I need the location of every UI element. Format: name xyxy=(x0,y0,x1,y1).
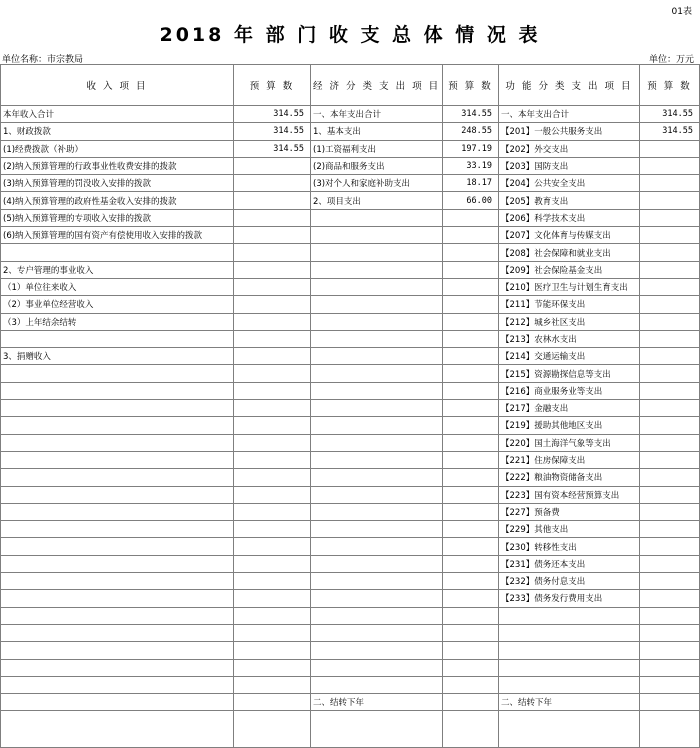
economic-item-cell xyxy=(311,227,443,244)
economic-budget-cell xyxy=(443,538,499,555)
economic-item-cell xyxy=(311,503,443,520)
income-budget-cell xyxy=(234,209,311,226)
economic-item-cell xyxy=(311,590,443,607)
economic-item-cell: 2、项目支出 xyxy=(311,192,443,209)
functional-item-cell: 【231】债务还本支出 xyxy=(499,555,640,572)
economic-budget-cell xyxy=(443,451,499,468)
income-budget-cell xyxy=(234,451,311,468)
income-item-cell: 2、专户管理的事业收入 xyxy=(1,261,234,278)
income-budget-cell xyxy=(234,521,311,538)
functional-item-cell: 【206】科学技术支出 xyxy=(499,209,640,226)
table-row xyxy=(1,296,700,313)
header-functional-budget: 预 算 数 xyxy=(640,65,700,106)
functional-budget-cell xyxy=(640,278,700,295)
table-row xyxy=(1,417,700,434)
functional-item-cell: 【219】援助其他地区支出 xyxy=(499,417,640,434)
economic-item-cell: 二、结转下年 xyxy=(311,694,443,711)
functional-item-cell: 【227】预备费 xyxy=(499,503,640,520)
functional-item-cell: 【232】债务付息支出 xyxy=(499,573,640,590)
income-budget-cell xyxy=(234,365,311,382)
income-item-cell: （1）单位往来收入 xyxy=(1,278,234,295)
table-row xyxy=(1,175,700,192)
table-row xyxy=(1,209,700,226)
economic-item-cell xyxy=(311,555,443,572)
income-item-cell xyxy=(1,486,234,503)
economic-item-cell: 1、基本支出 xyxy=(311,123,443,140)
currency-unit: 单位：万元 xyxy=(648,55,694,65)
income-budget-cell xyxy=(234,330,311,347)
economic-budget-cell xyxy=(443,244,499,261)
economic-budget-cell: 314.55 xyxy=(443,106,499,123)
economic-item-cell xyxy=(311,451,443,468)
economic-budget-cell: 197.19 xyxy=(443,140,499,157)
economic-item-cell xyxy=(311,382,443,399)
functional-item-cell: 二、结转下年 xyxy=(499,694,640,711)
economic-item-cell xyxy=(311,538,443,555)
economic-budget-cell xyxy=(443,659,499,676)
table-row xyxy=(1,521,700,538)
functional-item-cell: 【207】文化体育与传媒支出 xyxy=(499,227,640,244)
economic-item-cell xyxy=(311,261,443,278)
functional-item-cell: 【203】国防支出 xyxy=(499,157,640,174)
table-row xyxy=(1,694,700,711)
economic-item-cell xyxy=(311,400,443,417)
table-row xyxy=(1,123,700,140)
table-row xyxy=(1,244,700,261)
table-row xyxy=(1,348,700,365)
economic-item-cell xyxy=(311,624,443,641)
economic-item-cell xyxy=(311,209,443,226)
income-budget-cell xyxy=(234,573,311,590)
economic-budget-cell xyxy=(443,590,499,607)
economic-budget-cell xyxy=(443,382,499,399)
functional-item-cell: 【202】外交支出 xyxy=(499,140,640,157)
table-row xyxy=(1,573,700,590)
income-budget-cell xyxy=(234,624,311,641)
income-item-cell xyxy=(1,555,234,572)
economic-budget-cell xyxy=(443,555,499,572)
functional-item-cell: 【220】国土海洋气象等支出 xyxy=(499,434,640,451)
income-budget-cell: 314.55 xyxy=(234,106,311,123)
functional-item-cell: 【221】住房保障支出 xyxy=(499,451,640,468)
functional-budget-cell xyxy=(640,261,700,278)
income-budget-cell xyxy=(234,607,311,624)
header-income-item: 收 入 项 目 xyxy=(1,65,234,106)
functional-item-cell: 【204】公共安全支出 xyxy=(499,175,640,192)
income-item-cell: (5)纳入预算管理的专项收入安排的拨款 xyxy=(1,209,234,226)
income-item-cell xyxy=(1,590,234,607)
economic-item-cell xyxy=(311,244,443,261)
functional-budget-cell xyxy=(640,209,700,226)
income-item-cell xyxy=(1,607,234,624)
income-item-cell xyxy=(1,434,234,451)
economic-item-cell xyxy=(311,659,443,676)
economic-budget-cell xyxy=(443,417,499,434)
economic-budget-cell xyxy=(443,676,499,693)
income-budget-cell xyxy=(234,244,311,261)
economic-budget-cell xyxy=(443,573,499,590)
economic-budget-cell: 33.19 xyxy=(443,157,499,174)
table-row xyxy=(1,503,700,520)
budget-table xyxy=(0,64,700,748)
economic-item-cell xyxy=(311,365,443,382)
functional-item-cell xyxy=(499,607,640,624)
functional-budget-cell xyxy=(640,555,700,572)
table-row xyxy=(1,711,700,748)
functional-item-cell: 【212】城乡社区支出 xyxy=(499,313,640,330)
functional-budget-cell xyxy=(640,642,700,659)
economic-budget-cell xyxy=(443,296,499,313)
economic-budget-cell xyxy=(443,486,499,503)
economic-budget-cell: 248.55 xyxy=(443,123,499,140)
income-budget-cell: 314.55 xyxy=(234,140,311,157)
functional-item-cell: 【209】社会保险基金支出 xyxy=(499,261,640,278)
income-item-cell: （3）上年结余结转 xyxy=(1,313,234,330)
functional-item-cell: 【217】金融支出 xyxy=(499,400,640,417)
income-item-cell xyxy=(1,694,234,711)
functional-budget-cell xyxy=(640,313,700,330)
income-budget-cell xyxy=(234,313,311,330)
functional-item-cell: 【211】节能环保支出 xyxy=(499,296,640,313)
economic-item-cell xyxy=(311,642,443,659)
table-row xyxy=(1,106,700,123)
income-item-cell: (3)纳入预算管理的罚没收入安排的拨款 xyxy=(1,175,234,192)
economic-item-cell xyxy=(311,573,443,590)
functional-budget-cell xyxy=(640,192,700,209)
functional-item-cell: 【223】国有资本经营预算支出 xyxy=(499,486,640,503)
income-budget-cell xyxy=(234,676,311,693)
functional-budget-cell: 314.55 xyxy=(640,106,700,123)
functional-item-cell: 【205】教育支出 xyxy=(499,192,640,209)
economic-budget-cell xyxy=(443,711,499,748)
table-row xyxy=(1,486,700,503)
income-item-cell: (1)经费拨款（补助） xyxy=(1,140,234,157)
table-row xyxy=(1,365,700,382)
economic-item-cell xyxy=(311,521,443,538)
income-budget-cell xyxy=(234,642,311,659)
income-item-cell xyxy=(1,244,234,261)
functional-budget-cell xyxy=(640,400,700,417)
functional-budget-cell xyxy=(640,296,700,313)
economic-budget-cell xyxy=(443,434,499,451)
economic-budget-cell xyxy=(443,313,499,330)
page-title: 2018 年 部 门 收 支 总 体 情 况 表 xyxy=(159,24,541,46)
unit-name: 单位名称：市宗教局 xyxy=(2,55,84,65)
income-item-cell xyxy=(1,659,234,676)
income-budget-cell xyxy=(234,590,311,607)
table-row xyxy=(1,607,700,624)
functional-budget-cell xyxy=(640,659,700,676)
table-row xyxy=(1,382,700,399)
income-budget-cell xyxy=(234,382,311,399)
functional-budget-cell xyxy=(640,711,700,748)
income-budget-cell xyxy=(234,192,311,209)
economic-budget-cell xyxy=(443,607,499,624)
functional-budget-cell: 314.55 xyxy=(640,123,700,140)
economic-budget-cell xyxy=(443,209,499,226)
economic-item-cell xyxy=(311,296,443,313)
header-functional-item: 功 能 分 类 支 出 项 目 xyxy=(499,65,640,106)
economic-item-cell xyxy=(311,330,443,347)
functional-item-cell: 【230】转移性支出 xyxy=(499,538,640,555)
functional-budget-cell xyxy=(640,244,700,261)
functional-budget-cell xyxy=(640,503,700,520)
functional-item-cell xyxy=(499,624,640,641)
economic-item-cell xyxy=(311,278,443,295)
functional-item-cell xyxy=(499,676,640,693)
income-item-cell xyxy=(1,711,234,748)
income-item-cell xyxy=(1,624,234,641)
income-item-cell: 3、捐赠收入 xyxy=(1,348,234,365)
income-item-cell: (6)纳入预算管理的国有资产有偿使用收入安排的拨款 xyxy=(1,227,234,244)
income-item-cell xyxy=(1,503,234,520)
income-item-cell xyxy=(1,330,234,347)
income-item-cell xyxy=(1,676,234,693)
income-item-cell xyxy=(1,417,234,434)
income-item-cell xyxy=(1,469,234,486)
economic-budget-cell: 66.00 xyxy=(443,192,499,209)
functional-item-cell: 【215】资源勘探信息等支出 xyxy=(499,365,640,382)
table-row xyxy=(1,313,700,330)
economic-item-cell: 一、本年支出合计 xyxy=(311,106,443,123)
table-row xyxy=(1,330,700,347)
income-item-cell: 本年收入合计 xyxy=(1,106,234,123)
functional-item-cell: 【201】一般公共服务支出 xyxy=(499,123,640,140)
income-budget-cell xyxy=(234,417,311,434)
income-budget-cell xyxy=(234,538,311,555)
income-budget-cell xyxy=(234,400,311,417)
table-row xyxy=(1,157,700,174)
economic-item-cell xyxy=(311,711,443,748)
table-row xyxy=(1,642,700,659)
economic-item-cell: (1)工资福利支出 xyxy=(311,140,443,157)
table-row xyxy=(1,659,700,676)
header-income-budget: 预 算 数 xyxy=(234,65,311,106)
economic-budget-cell xyxy=(443,469,499,486)
economic-budget-cell xyxy=(443,400,499,417)
income-budget-cell xyxy=(234,278,311,295)
table-row xyxy=(1,676,700,693)
economic-item-cell: (3)对个人和家庭补助支出 xyxy=(311,175,443,192)
economic-budget-cell xyxy=(443,227,499,244)
income-item-cell xyxy=(1,451,234,468)
economic-budget-cell xyxy=(443,642,499,659)
income-item-cell xyxy=(1,642,234,659)
functional-budget-cell xyxy=(640,624,700,641)
economic-item-cell xyxy=(311,486,443,503)
economic-budget-cell xyxy=(443,261,499,278)
functional-budget-cell xyxy=(640,382,700,399)
economic-budget-cell xyxy=(443,503,499,520)
income-item-cell: 1、财政拨款 xyxy=(1,123,234,140)
functional-budget-cell xyxy=(640,157,700,174)
economic-budget-cell xyxy=(443,365,499,382)
economic-item-cell xyxy=(311,417,443,434)
header-economic-item: 经 济 分 类 支 出 项 目 xyxy=(311,65,443,106)
functional-budget-cell xyxy=(640,227,700,244)
functional-budget-cell xyxy=(640,538,700,555)
functional-budget-cell xyxy=(640,676,700,693)
economic-budget-cell xyxy=(443,694,499,711)
table-row xyxy=(1,227,700,244)
table-row xyxy=(1,261,700,278)
economic-item-cell: (2)商品和服务支出 xyxy=(311,157,443,174)
functional-item-cell xyxy=(499,659,640,676)
functional-item-cell: 【214】交通运输支出 xyxy=(499,348,640,365)
economic-budget-cell xyxy=(443,521,499,538)
functional-item-cell: 【213】农林水支出 xyxy=(499,330,640,347)
functional-budget-cell xyxy=(640,140,700,157)
functional-budget-cell xyxy=(640,590,700,607)
table-header-row xyxy=(1,65,700,106)
income-item-cell xyxy=(1,400,234,417)
table-row xyxy=(1,192,700,209)
functional-budget-cell xyxy=(640,451,700,468)
table-row xyxy=(1,538,700,555)
functional-item-cell: 【229】其他支出 xyxy=(499,521,640,538)
functional-budget-cell xyxy=(640,175,700,192)
income-item-cell xyxy=(1,573,234,590)
income-budget-cell xyxy=(234,469,311,486)
income-budget-cell xyxy=(234,711,311,748)
functional-item-cell xyxy=(499,642,640,659)
functional-item-cell: 【222】粮油物资储备支出 xyxy=(499,469,640,486)
header-economic-budget: 预 算 数 xyxy=(443,65,499,106)
table-row xyxy=(1,278,700,295)
functional-item-cell: 【233】债务发行费用支出 xyxy=(499,590,640,607)
table-row xyxy=(1,469,700,486)
table-row xyxy=(1,451,700,468)
income-budget-cell xyxy=(234,434,311,451)
sheet-number: 01表 xyxy=(671,7,692,17)
income-budget-cell xyxy=(234,694,311,711)
income-budget-cell xyxy=(234,348,311,365)
income-budget-cell xyxy=(234,296,311,313)
economic-item-cell xyxy=(311,676,443,693)
functional-item-cell xyxy=(499,711,640,748)
income-item-cell: (4)纳入预算管理的政府性基金收入安排的拨款 xyxy=(1,192,234,209)
income-budget-cell xyxy=(234,486,311,503)
income-item-cell xyxy=(1,521,234,538)
functional-budget-cell xyxy=(640,365,700,382)
functional-budget-cell xyxy=(640,607,700,624)
table-row xyxy=(1,400,700,417)
income-item-cell xyxy=(1,382,234,399)
functional-budget-cell xyxy=(640,521,700,538)
income-budget-cell xyxy=(234,157,311,174)
income-budget-cell xyxy=(234,227,311,244)
table-row xyxy=(1,590,700,607)
table-row xyxy=(1,434,700,451)
income-item-cell: (2)纳入预算管理的行政事业性收费安排的拨款 xyxy=(1,157,234,174)
functional-budget-cell xyxy=(640,330,700,347)
economic-item-cell xyxy=(311,607,443,624)
economic-item-cell xyxy=(311,313,443,330)
table-row xyxy=(1,555,700,572)
functional-budget-cell xyxy=(640,469,700,486)
functional-budget-cell xyxy=(640,434,700,451)
income-budget-cell: 314.55 xyxy=(234,123,311,140)
income-budget-cell xyxy=(234,503,311,520)
income-item-cell xyxy=(1,365,234,382)
economic-budget-cell xyxy=(443,278,499,295)
economic-budget-cell xyxy=(443,330,499,347)
income-budget-cell xyxy=(234,175,311,192)
functional-budget-cell xyxy=(640,348,700,365)
income-budget-cell xyxy=(234,261,311,278)
income-budget-cell xyxy=(234,555,311,572)
economic-budget-cell: 18.17 xyxy=(443,175,499,192)
table-row xyxy=(1,140,700,157)
functional-budget-cell xyxy=(640,417,700,434)
economic-budget-cell xyxy=(443,348,499,365)
functional-budget-cell xyxy=(640,573,700,590)
income-item-cell xyxy=(1,538,234,555)
income-item-cell: （2）事业单位经营收入 xyxy=(1,296,234,313)
table-row xyxy=(1,624,700,641)
functional-item-cell: 【210】医疗卫生与计划生育支出 xyxy=(499,278,640,295)
income-budget-cell xyxy=(234,659,311,676)
functional-budget-cell xyxy=(640,486,700,503)
functional-budget-cell xyxy=(640,694,700,711)
economic-item-cell xyxy=(311,434,443,451)
economic-budget-cell xyxy=(443,624,499,641)
functional-item-cell: 【208】社会保障和就业支出 xyxy=(499,244,640,261)
functional-item-cell: 【216】商业服务业等支出 xyxy=(499,382,640,399)
economic-item-cell xyxy=(311,469,443,486)
functional-item-cell: 一、本年支出合计 xyxy=(499,106,640,123)
economic-item-cell xyxy=(311,348,443,365)
